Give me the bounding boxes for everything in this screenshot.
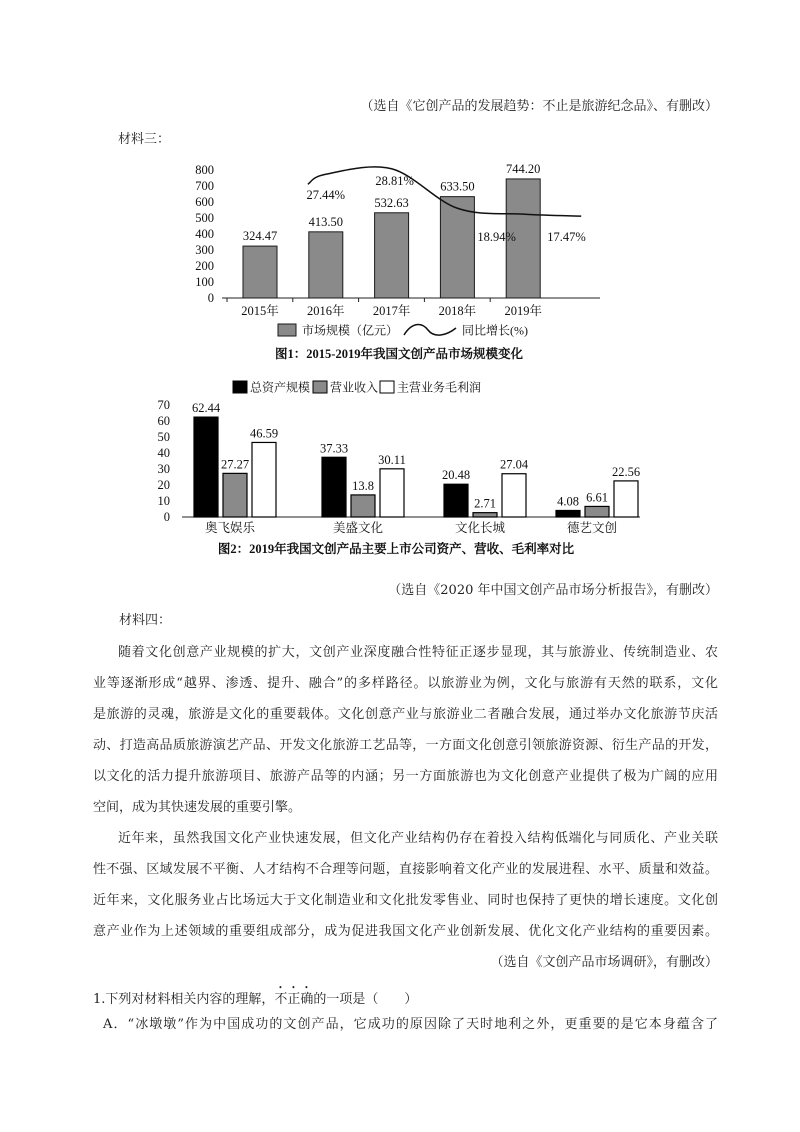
legend-label-total-assets: 总资产规模	[250, 380, 311, 395]
bar-gross-profit	[502, 474, 526, 517]
y-tick-label: 300	[195, 243, 214, 257]
bar-revenue	[351, 495, 375, 517]
x-category-label: 奥飞娱乐	[204, 521, 256, 535]
paragraph-2-line: 意产业作为上述领域的重要组成部分，成为促进我国文化产业创新发展、优化文化产业结构的重要因素。	[93, 924, 718, 939]
growth-rate-label: 18.94%	[477, 230, 516, 245]
bar-value-label: 324.47	[242, 229, 278, 244]
growth-rate-label: 28.81%	[375, 173, 414, 188]
bar-gross-profit	[380, 469, 404, 517]
y-tick-label: 200	[195, 259, 214, 273]
bar-value-label: 46.59	[249, 426, 279, 441]
source-citation-1: （选自《它创产品的发展趋势：不止是旅游纪念品》、有删改）	[360, 99, 718, 114]
material-4-label: 材料四：	[119, 613, 172, 628]
question-1-suffix: 的一项是（ ）	[313, 992, 418, 1007]
bar-value-label: 27.04	[499, 457, 529, 472]
y-tick-label: 20	[157, 478, 170, 492]
bar-value-label: 532.63	[374, 195, 409, 210]
paragraph-2-line: 近年来，文化服务业占比场远大于文化制造业和文化批发零售业、同时也保持了更快的增长速度。文化创	[93, 893, 718, 908]
paragraph-1-line: 空间，成为其快速发展的重要引擎。	[93, 800, 302, 815]
chart2-legend	[233, 380, 481, 395]
legend-swatch-gross-profit	[380, 381, 394, 393]
y-tick-label: 400	[195, 227, 214, 241]
y-tick-label: 500	[195, 211, 214, 225]
x-category-label: 2015年	[241, 304, 279, 318]
y-tick-label: 600	[195, 195, 214, 209]
bar-value-label: 22.56	[611, 464, 641, 479]
growth-rate-label: 27.44%	[306, 188, 346, 203]
bar-value-label: 6.61	[586, 490, 608, 505]
paragraph-1-line: 业等逐渐形成“越界、渗透、提升、融合”的多样路径。以旅游业为例，文化与旅游有天然的联系，文化	[93, 676, 718, 691]
question-1	[93, 984, 417, 1009]
bar-market-size	[375, 213, 409, 298]
bar-value-label: 62.44	[191, 401, 221, 416]
bar-gross-profit	[252, 442, 276, 517]
bar-value-label: 2.71	[474, 496, 496, 511]
bar-value-label: 27.27	[220, 457, 250, 472]
bar-revenue	[473, 513, 497, 517]
legend-swatch-total-assets	[233, 381, 247, 393]
x-category-label: 文化长城	[454, 521, 506, 535]
material-4-body	[93, 637, 718, 947]
x-category-label: 2016年	[307, 304, 345, 318]
legend-label-gross-profit: 主营业务毛利润	[397, 380, 482, 395]
y-tick-label: 0	[163, 510, 170, 524]
chart-market-size	[0, 155, 800, 367]
chart1-caption: 图1：2015-2019年我国文创产品市场规模变化	[275, 347, 523, 361]
bar-value-label: 20.48	[441, 468, 471, 483]
y-tick-label: 50	[157, 430, 170, 444]
legend-label-growth: 同比增长(%)	[462, 323, 528, 338]
legend-swatch-revenue	[313, 381, 327, 393]
bar-total-assets	[556, 510, 580, 517]
x-category-label: 2018年	[438, 304, 477, 318]
legend-label-market-size: 市场规模（亿元）	[302, 323, 399, 338]
chart-company-comparison	[0, 372, 800, 562]
chart2-plot-area	[158, 398, 641, 535]
y-tick-label: 100	[195, 275, 214, 289]
bar-value-label: 744.20	[506, 161, 541, 176]
bar-revenue	[585, 506, 609, 517]
bar-value-label: 4.08	[557, 494, 579, 509]
bar-total-assets	[322, 457, 346, 517]
bar-market-size	[243, 246, 277, 298]
bar-total-assets	[194, 417, 218, 517]
bar-value-label: 13.8	[352, 478, 374, 493]
source-citation-3: （选自《文创产品市场调研》，有删改）	[490, 955, 718, 970]
y-tick-label: 700	[195, 179, 214, 193]
legend-swatch-growth-line	[404, 325, 456, 336]
paragraph-2-line: 性不强、区域发展不平衡、人才结构不合理等问题，直接影响着文化产业的发展进程、水平、质量和效益。	[93, 862, 718, 877]
paragraph-1-line: 是旅游的灵魂，旅游是文化的重要载体。文化创意产业与旅游业二者融合发展，通过举办文化旅游节庆活	[93, 707, 718, 722]
y-tick-label: 70	[157, 398, 170, 412]
question-1-emphasis: 不正确	[274, 992, 314, 1007]
legend-swatch-market-size	[278, 324, 296, 336]
x-category-label: 2017年	[372, 304, 411, 318]
paragraph-1-line: 动、打造高品质旅游演艺产品、开发文化旅游工艺品等，一方面文化创意引领旅游资源、衍生产品的开发，	[93, 738, 718, 753]
y-tick-label: 40	[157, 446, 170, 460]
x-category-label: 2019年	[504, 304, 542, 318]
question-1-option-a: A．“冰墩墩”作为中国成功的文创产品，它成功的原因除了天时地利之外，更重要的是它本身蕴含了	[103, 1017, 718, 1032]
bar-total-assets	[444, 484, 468, 517]
y-tick-label: 60	[157, 414, 170, 428]
bar-revenue	[223, 473, 247, 517]
bar-value-label: 37.33	[319, 441, 349, 456]
x-category-label: 美盛文化	[332, 521, 384, 535]
bar-value-label: 30.11	[378, 452, 406, 467]
paragraph-2-line: 近年来，虽然我国文化产业快速发展，但文化产业结构仍存在着投入结构低端化与同质化、产业关联	[118, 831, 718, 846]
bar-market-size	[309, 232, 343, 298]
legend-label-revenue: 营业收入	[330, 380, 379, 395]
paragraph-1-line: 以文化的活力提升旅游项目、旅游产品等的内涵；另一方面旅游也为文化创意产业提供了极为广阔的应用	[93, 769, 718, 784]
chart1-legend	[278, 323, 528, 338]
bar-value-label: 413.50	[308, 214, 343, 229]
y-tick-label: 10	[157, 494, 170, 508]
y-tick-label: 0	[207, 291, 214, 305]
chart2-caption: 图2：2019年我国文创产品主要上市公司资产、营收、毛利率对比	[217, 542, 575, 556]
growth-rate-label: 17.47%	[547, 230, 586, 245]
source-citation-2: （选自《2020 年中国文创产品市场分析报告》，有删改）	[388, 583, 718, 598]
y-tick-label: 30	[157, 462, 170, 476]
question-1-prefix: 1.下列对材料相关内容的理解，	[93, 992, 275, 1007]
x-category-label: 德艺文创	[566, 521, 618, 535]
chart1-plot-area	[195, 162, 600, 318]
bar-gross-profit	[614, 481, 638, 517]
bar-value-label: 633.50	[440, 179, 475, 194]
material-3-label: 材料三：	[118, 132, 171, 147]
y-tick-label: 800	[195, 163, 214, 177]
paragraph-1-line: 随着文化创意产业规模的扩大，文创产业深度融合性特征正逐步显现，其与旅游业、传统制造业、农	[118, 645, 718, 660]
